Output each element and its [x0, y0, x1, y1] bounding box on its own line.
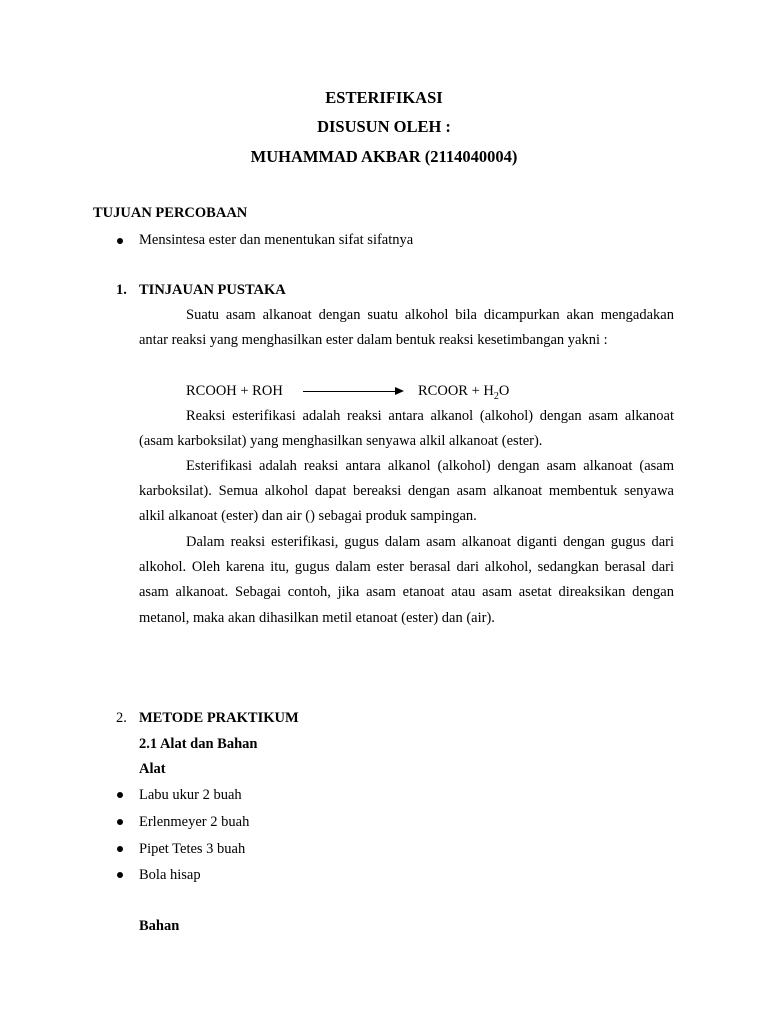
tool-item: Labu ukur 2 buah — [139, 787, 242, 803]
tool-item: Bola hisap — [139, 867, 201, 883]
section1-paragraph-3 — [139, 454, 674, 530]
reaction-products-end: O — [498, 383, 510, 399]
reaction-arrow-line — [303, 391, 397, 392]
bullet-icon — [117, 238, 123, 244]
purpose-bullet: Mensintesa ester dan menentukan sifat sifatnya — [139, 232, 414, 248]
section2-number: 2. — [116, 710, 127, 726]
document-title: ESTERIFIKASI — [325, 88, 443, 107]
tool-item: Erlenmeyer 2 buah — [139, 814, 250, 830]
document-author: MUHAMMAD AKBAR (2114040004) — [250, 147, 518, 166]
reaction-products-subscript: 2 — [493, 390, 499, 402]
reaction-products-main: RCOOR + H — [418, 383, 494, 399]
reaction-arrow-icon — [395, 387, 404, 395]
bullet-icon — [117, 872, 123, 878]
section1-paragraph-4-text: Dalam reaksi esterifikasi, gugus dalam asam alkanoat diganti dengan gugus dari alkohol. Oleh karena itu, gugus dalam ester berasal dari alkohol, sedangkan berasal dari asam alkanoat. Sebagai contoh, jika asam etanoat atau asam asetat direaksikan dengan metanol, maka akan dihasilkan metil etanoat (ester) dan (air). — [139, 534, 674, 626]
reaction-products — [418, 381, 509, 401]
section1-paragraph-4 — [139, 530, 674, 631]
section2-subheading: 2.1 Alat dan Bahan — [139, 736, 258, 752]
section2-heading: METODE PRAKTIKUM — [139, 710, 299, 726]
bullet-icon — [117, 792, 123, 798]
section1-paragraph-1 — [139, 303, 674, 353]
tool-item: Pipet Tetes 3 buah — [139, 841, 246, 857]
section1-number: 1. — [116, 282, 127, 298]
section1-paragraph-3-text: Esterifikasi adalah reaksi antara alkanol (alkohol) dengan asam alkanoat (asam karboksilat). Semua alkohol dapat bereaksi dengan asam alkanoat membentuk senyawa alkil alkanoat (ester) dan air () sebagai produk sampingan. — [139, 458, 674, 525]
document-subtitle: DISUSUN OLEH : — [317, 117, 451, 136]
section1-paragraph-2-text: Reaksi esterifikasi adalah reaksi antara alkanol (alkohol) dengan asam alkanoat (asam karboksilat) yang menghasilkan senyawa alkil alkanoat (ester). — [139, 408, 674, 450]
section1-paragraph-1-text: Suatu asam alkanoat dengan suatu alkohol bila dicampurkan akan mengadakan antar reaksi yang menghasilkan ester dalam bentuk reaksi kesetimbangan yakni : — [139, 307, 674, 349]
purpose-heading: TUJUAN PERCOBAAN — [93, 205, 248, 221]
tools-label: Alat — [139, 761, 166, 777]
reaction-reactants: RCOOH + ROH — [186, 383, 283, 399]
section1-paragraph-2 — [139, 404, 674, 454]
bullet-icon — [117, 819, 123, 825]
section1-heading: TINJAUAN PUSTAKA — [139, 282, 286, 298]
bullet-icon — [117, 846, 123, 852]
materials-label: Bahan — [139, 918, 180, 934]
